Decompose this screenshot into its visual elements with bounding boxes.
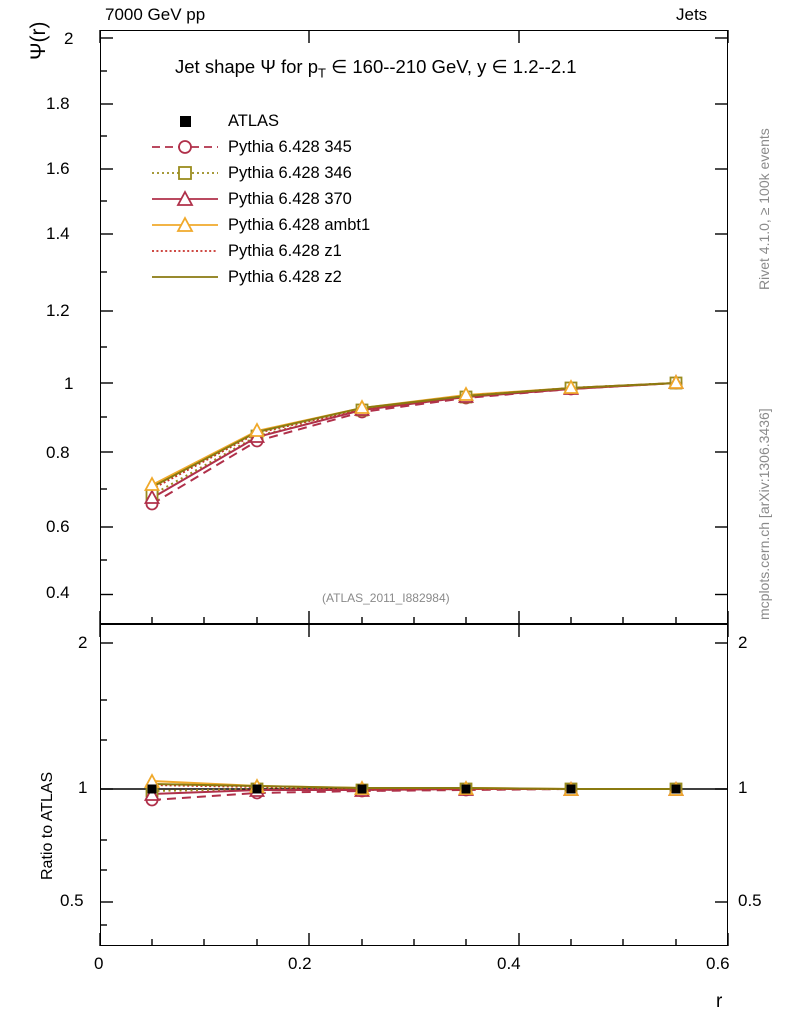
x-axis-label: r [716,991,723,1012]
main-ytick-0.6: 0.6 [46,517,70,536]
header-analysis-label: Jets [676,5,708,24]
legend-entry-z2 [150,264,420,290]
main-ytick-1.2: 1.2 [46,301,70,320]
main-y-axis-label: Ψ(r) [27,21,50,60]
header-beam-label: 7000 GeV pp [105,5,206,24]
legend-marker-346 [150,160,220,186]
ratio-ytick-2-left: 2 [78,633,88,652]
legend-label-z2: Pythia 6.428 z2 [228,268,342,286]
plot-title-mid: for p [275,56,319,77]
analysis-id-watermark: (ATLAS_2011_I882984) [322,591,450,605]
legend-entry-atlas [150,108,420,134]
main-ytick-1: 1 [64,374,74,393]
legend-entry-ambt1 [150,212,420,238]
legend-entry-345 [150,134,420,160]
main-ytick-0.8: 0.8 [46,443,70,462]
legend-marker-345 [150,134,220,160]
ratio-y-axis-label: Ratio to ATLAS [39,771,56,880]
xtick-0.6: 0.6 [706,954,730,973]
ratio-ytick-0.5-left: 0.5 [60,891,84,910]
ratio-plot-frame [100,624,728,946]
plot-title-suffix: ∈ 160--210 GeV, y ∈ 1.2--2.1 [325,56,577,77]
legend-marker-atlas [150,108,220,134]
main-ytick-1.4: 1.4 [46,224,70,243]
legend-label-atlas: ATLAS [228,112,280,130]
plot-title-subscript: T [318,65,326,81]
legend-label-370: Pythia 6.428 370 [228,190,352,208]
main-ytick-1.8: 1.8 [46,94,70,113]
plot-title-psi: Ψ [260,56,276,77]
legend-entry-370 [150,186,420,212]
ratio-ytick-1-left: 1 [78,778,88,797]
xtick-0: 0 [94,954,104,973]
rivet-version-label: Rivet 4.1.0, ≥ 100k events [756,128,772,290]
legend-label-345: Pythia 6.428 345 [228,138,352,156]
legend-marker-z2 [150,264,220,290]
main-ytick-1.6: 1.6 [46,159,70,178]
mcplots-source-label: mcplots.cern.ch [arXiv:1306.3436] [756,408,772,620]
legend-marker-z1 [150,238,220,264]
ratio-ytick-0.5-right: 0.5 [738,891,762,910]
main-ytick-0.4: 0.4 [46,583,70,602]
ratio-ytick-1-right: 1 [738,778,748,797]
legend-label-346: Pythia 6.428 346 [228,164,352,182]
legend [150,108,420,290]
plot-title [175,58,577,80]
legend-label-ambt1: Pythia 6.428 ambt1 [228,216,371,234]
legend-marker-370 [150,186,220,212]
legend-label-z1: Pythia 6.428 z1 [228,242,342,260]
legend-entry-z1 [150,238,420,264]
xtick-0.2: 0.2 [288,954,312,973]
main-ytick-2: 2 [64,29,74,48]
legend-marker-ambt1 [150,212,220,238]
legend-entry-346 [150,160,420,186]
plot-title-prefix: Jet shape [175,56,261,77]
ratio-ytick-2-right: 2 [738,633,748,652]
xtick-0.4: 0.4 [497,954,521,973]
